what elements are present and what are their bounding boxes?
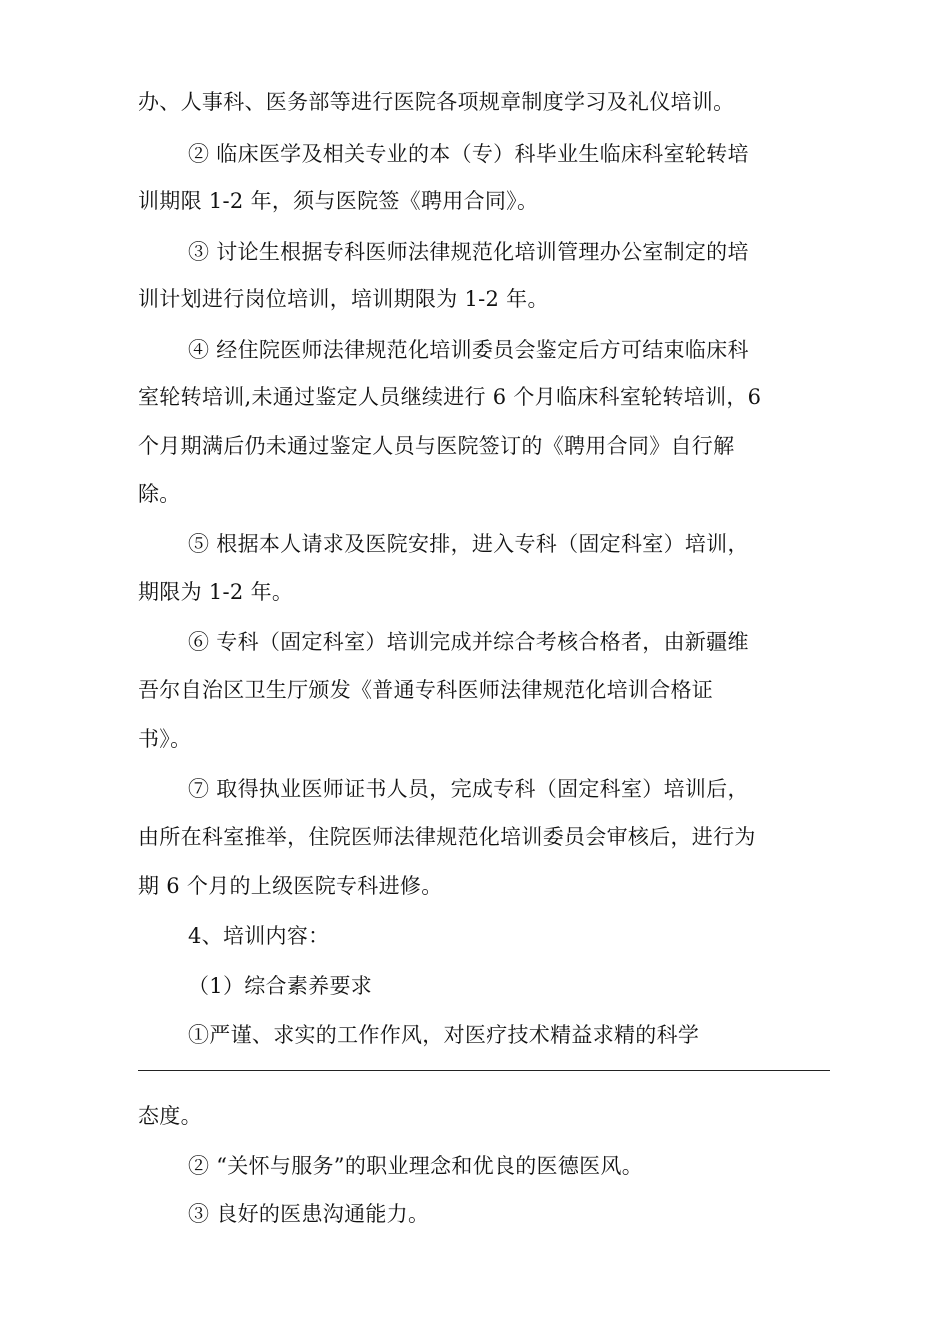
text-line: ③ 良好的医患沟通能力。 [188,1202,430,1226]
text-line: 吾尔自治区卫生厅颁发《普通专科医师法律规范化培训合格证 [138,678,714,702]
text-line: ④ 经住院医师法律规范化培训委员会鉴定后方可结束临床科 [188,338,749,362]
text-line: 书》。 [138,727,192,751]
text-line: 室轮转培训,未通过鉴定人员继续进行 6 个月临床科室轮转培训，6 [138,385,762,409]
text-line: ③ 讨论生根据专科医师法律规范化培训管理办公室制定的培 [188,240,749,264]
text-line: 除。 [138,482,181,506]
text-line: 由所在科室推举，住院医师法律规范化培训委员会审核后，进行为 [138,825,756,849]
horizontal-divider [138,1070,830,1071]
text-line: ⑦ 取得执业医师证书人员，完成专科（固定科室）培训后， [188,777,749,801]
text-line: 期 6 个月的上级医院专科进修。 [138,874,443,898]
text-line: ⑥ 专科（固定科室）培训完成并综合考核合格者，由新疆维 [188,630,749,654]
text-line: 个月期满后仍未通过鉴定人员与医院签订的《聘用合同》自行解 [138,434,735,458]
section-heading: 4、培训内容： [188,924,330,948]
text-line: ①严谨、求实的工作作风，对医疗技术精益求精的科学 [188,1023,700,1047]
text-line: 训期限 1-2 年，须与医院签《聘用合同》。 [138,189,539,213]
text-line: 办、人事科、医务部等进行医院各项规章制度学习及礼仪培训。 [138,90,735,114]
subsection-heading: （1）综合素养要求 [188,974,373,998]
text-line: ② 临床医学及相关专业的本（专）科毕业生临床科室轮转培 [188,142,749,166]
text-line: 态度。 [138,1104,202,1128]
text-line: 期限为 1-2 年。 [138,580,294,604]
text-line: 训计划进行岗位培训，培训期限为 1-2 年。 [138,287,549,311]
text-line: ⑤ 根据本人请求及医院安排，进入专科（固定科室）培训， [188,532,749,556]
text-line: ② “关怀与服务”的职业理念和优良的医德医风。 [188,1154,644,1178]
